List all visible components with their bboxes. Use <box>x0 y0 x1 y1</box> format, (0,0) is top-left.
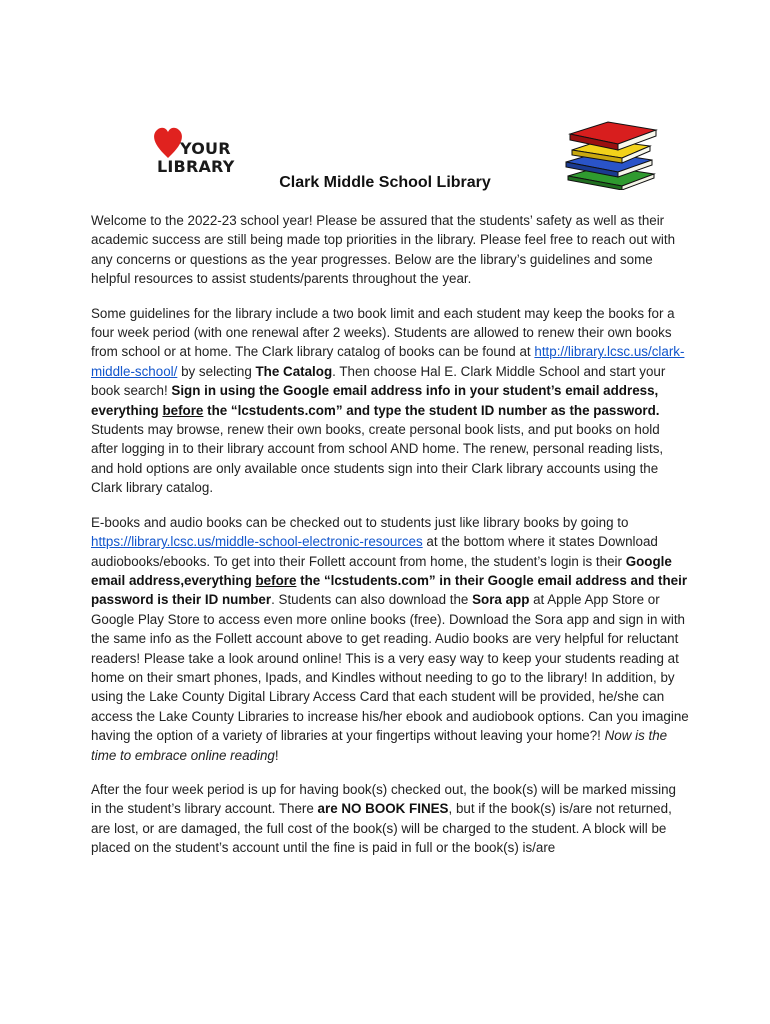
document-body <box>91 211 689 873</box>
electronic-resources-link[interactable]: https://library.lcsc.us/middle-school-electronic-resources <box>91 534 423 550</box>
login-bold: Google email address,everything <box>91 553 672 588</box>
embrace-italic: Now is the time to embrace online reading <box>91 728 668 763</box>
guidelines-text: Students may browse, renew their own books, create personal book lists, and put books on hold after logging in to their library account from school AND home. The renew, personal reading lists, and hold options are only available once students sign into their Clark library accounts using the Clark library catalog. <box>91 422 664 496</box>
paragraph-fines <box>91 780 689 858</box>
your-library-logo <box>157 140 234 176</box>
paragraph-guidelines <box>91 304 689 498</box>
welcome-text: Welcome to the 2022-23 school year! Please be assured that the students’ safety as well as their academic success are still being made top priorities in the library. Please feel free to reach out with any concerns or questions as the year progresses. Below are the library’s guidelines and some helpful resources to assist students/parents throughout the year. <box>91 213 676 287</box>
before-underline: before <box>255 572 297 588</box>
sora-bold: Sora app <box>472 592 530 608</box>
no-fines-bold: are NO BOOK FINES <box>317 801 449 817</box>
signin-bold: Sign in using the Google email address info in your student’s email address, everything <box>91 383 659 418</box>
paragraph-welcome <box>91 211 689 289</box>
fines-text: , but if the book(s) is/are not returned, are lost, or are damaged, the full cost of the book(s) will be charged to the student. A block will be placed on the student’s account until the fine is paid in full or the book(s) is/are <box>91 801 672 856</box>
paragraph-ebooks <box>91 513 689 765</box>
catalog-bold: The Catalog <box>255 363 333 379</box>
before-underline: before <box>162 402 204 418</box>
logo-line1: YOUR <box>180 139 231 158</box>
ebooks-text: at Apple App Store or Google Play Store to access even more online books (free). Download the Sora app and sign in with the same info as the Follett account above to get reading. Audio books are very helpful for reluctant readers! Please take a look around online! This is a very easy way to keep your students reading at home on their smart phones, Ipads, and Kindles without needing to go to the library! In addition, by using the Lake County Digital Library Access Card that each student will be provided, he/she can access the Lake County Libraries to increase his/her ebook and audiobook options. Can you imagine having the option of a variety of libraries at your fingertips without leaving your home?! <box>91 592 689 744</box>
login-bold: the “lcstudents.com” in their Google email address and their password is their ID number <box>91 572 688 608</box>
ebooks-text: . Students can also download the <box>271 592 473 608</box>
ebooks-text: at the bottom where it states Download audiobooks/ebooks. To get into their Follett account from home, the student’s login is their <box>91 534 658 569</box>
guidelines-text: by selecting <box>177 363 256 379</box>
fines-text: After the four week period is up for having book(s) checked out, the book(s) will be marked missing in the student’s library account. There <box>91 781 677 817</box>
ebooks-text: E-books and audio books can be checked out to students just like library books by going to <box>91 514 629 530</box>
page-title: Clark Middle School Library <box>279 174 491 191</box>
catalog-link[interactable]: http://library.lcsc.us/clark-middle-school/ <box>91 344 685 379</box>
guidelines-text: . Then choose Hal E. Clark Middle School and start your book search! <box>91 363 666 399</box>
guidelines-text: Some guidelines for the library include a two book limit and each student may keep the books for a four week period (with one renewal after 2 weeks). Students are allowed to renew their own books from school or at home. The Clark library catalog of books can be found at <box>91 305 675 360</box>
signin-bold: the “lcstudents.com” and type the student ID number as the password. <box>203 402 660 418</box>
logo-line2: LIBRARY <box>157 157 235 176</box>
ebooks-text: ! <box>274 747 279 763</box>
